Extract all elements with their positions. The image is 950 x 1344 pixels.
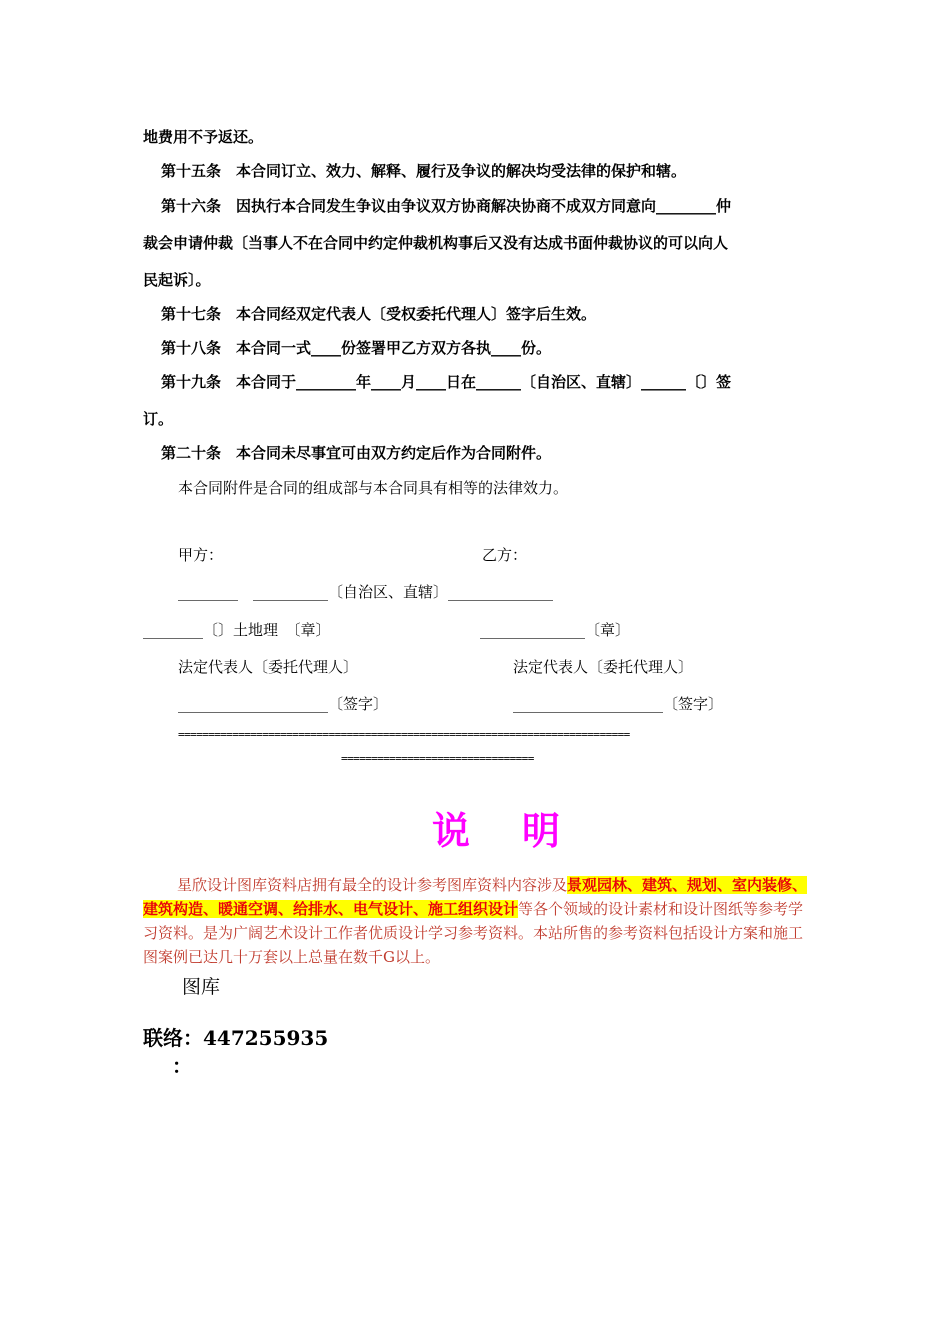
signature-b: ____________________〔签字〕 [513, 695, 724, 713]
article-18: 第十八条 本合同一式____份签署甲乙方双方各执____份。 [161, 339, 552, 357]
contact-colon: ： [172, 1054, 192, 1078]
article-15: 第十五条 本合同订立、效力、解释、履行及争议的解决均受法律的保护和辖。 [161, 162, 687, 180]
rep-b-label: 法定代表人〔委托代理人〕 [513, 658, 694, 676]
rep-a-label: 法定代表人〔委托代理人〕 [178, 658, 359, 676]
double-rule-2: ================================ [341, 752, 534, 765]
notice-description [143, 873, 808, 969]
article-20: 第二十条 本合同未尽事宜可由双方约定后作为合同附件。 [161, 444, 552, 462]
article-16-line3: 民起诉〕。 [143, 271, 211, 289]
article-16-line2: 裁会申请仲裁〔当事人不在合同中约定仲裁机构事后又没有达成书面仲裁协议的可以向人 [143, 234, 729, 252]
notice-text-after: 等各个领域的设计素材和设计图纸等参考学习资料。是为广阔艺术设计工作者优质设计学习参考资料。本站所售的参考资料包括设计方案和施工图案例已达几十万套以上总量在数千G以上。 [143, 900, 804, 966]
signature-a: ____________________〔签字〕 [178, 695, 389, 713]
article-19-line2: 订。 [143, 410, 174, 428]
article-17: 第十七条 本合同经双定代表人〔受权委托代理人〕签字后生效。 [161, 305, 597, 323]
annex-note: 本合同附件是合同的组成部与本合同具有相等的法律效力。 [178, 479, 569, 497]
sign-row-1: ________ __________〔自治区、直辖〕______________ [178, 583, 554, 601]
article-16-line1: 第十六条 因执行本合同发生争议由争议双方协商解决协商不成双方同意向________仲 [161, 197, 732, 215]
double-rule-1: =========================================================================== [178, 728, 630, 741]
sign-row-2-left: ________〔〕土地理 〔章〕 [143, 621, 331, 639]
notice-title: 说明 [432, 809, 613, 853]
party-a-label: 甲方： [178, 546, 224, 564]
party-b-label: 乙方： [482, 546, 528, 564]
article-19-line1: 第十九条 本合同于________年____月____日在______〔自治区、直辖〕______〔〕签 [161, 373, 732, 391]
notice-highlight: 景观园林、建筑、规划、室内装修、建筑构造、暖通空调、给排水、电气设计、施工组织设计 [143, 876, 808, 918]
contract-line: 地费用不予返还。 [143, 128, 264, 146]
sign-row-2-right: ______________〔章〕 [480, 621, 631, 639]
gallery-label: 图库 [182, 976, 221, 998]
notice-text-before: 星欣设计图库资料店拥有最全的设计参考图库资料内容涉及 [177, 876, 568, 894]
contact-line: 联络：447255935 [143, 1026, 329, 1050]
